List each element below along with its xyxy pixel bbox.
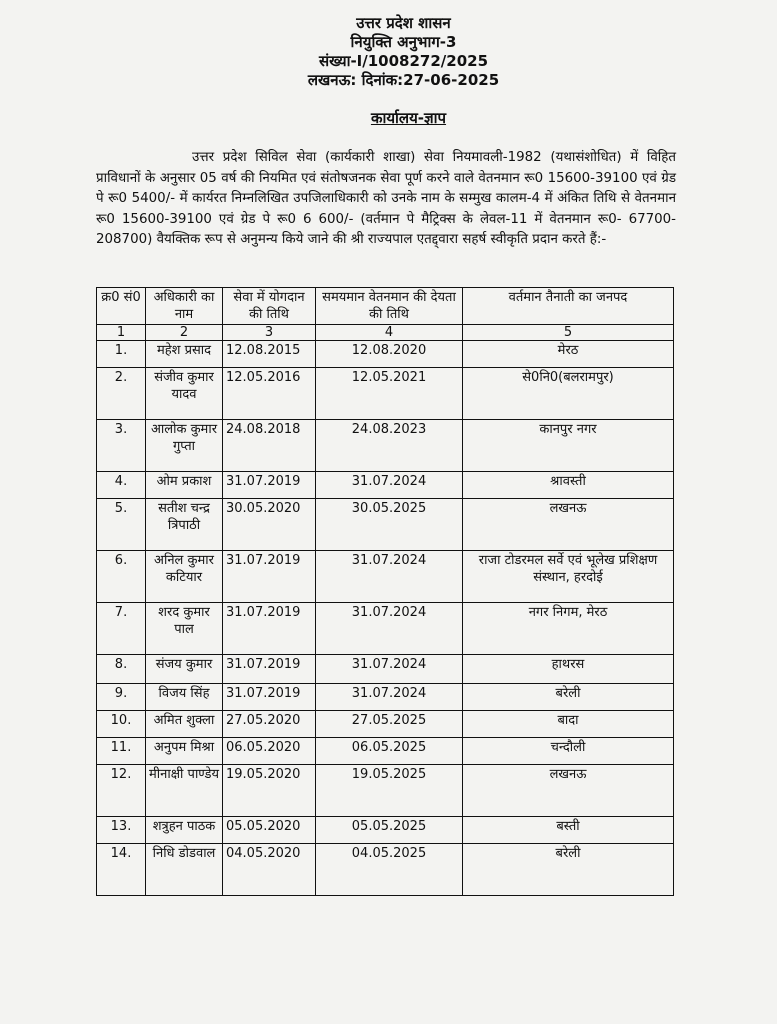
table-row	[97, 655, 674, 684]
due-date-cell: 12.05.2021	[316, 368, 463, 420]
district-cell: हाथरस	[463, 655, 674, 684]
serial-cell: 14.	[97, 844, 146, 896]
document-header	[0, 14, 777, 90]
joining-date-cell: 05.05.2020	[223, 817, 316, 844]
memo-title-wrap	[0, 108, 777, 128]
table-header-row	[97, 288, 674, 325]
officer-name-cell: सतीश चन्द्र त्रिपाठी	[146, 499, 223, 551]
header-serial: क्र0 सं0	[97, 288, 146, 325]
due-date-cell: 06.05.2025	[316, 738, 463, 765]
joining-date-cell: 31.07.2019	[223, 655, 316, 684]
table-row	[97, 603, 674, 655]
column-number-row	[97, 325, 674, 341]
district-cell: श्रावस्ती	[463, 472, 674, 499]
serial-cell: 8.	[97, 655, 146, 684]
due-date-cell: 04.05.2025	[316, 844, 463, 896]
table-row	[97, 368, 674, 420]
due-date-cell: 31.07.2024	[316, 603, 463, 655]
officer-name-cell: आलोक कुमार गुप्ता	[146, 420, 223, 472]
officer-name-cell: संजय कुमार	[146, 655, 223, 684]
table-row	[97, 499, 674, 551]
joining-date-cell: 30.05.2020	[223, 499, 316, 551]
joining-date-cell: 24.08.2018	[223, 420, 316, 472]
serial-cell: 10.	[97, 711, 146, 738]
header-joining-date: सेवा में योगदान की तिथि	[223, 288, 316, 325]
government-name: उत्तर प्रदेश शासन	[356, 14, 451, 32]
district-cell: लखनऊ	[463, 499, 674, 551]
due-date-cell: 19.05.2025	[316, 765, 463, 817]
serial-cell: 1.	[97, 341, 146, 368]
joining-date-cell: 06.05.2020	[223, 738, 316, 765]
district-cell: कानपुर नगर	[463, 420, 674, 472]
memo-title: कार्यालय-ज्ञाप	[370, 109, 447, 127]
joining-date-cell: 12.08.2015	[223, 341, 316, 368]
officer-name-cell: मीनाक्षी पाण्डेय	[146, 765, 223, 817]
officer-name-cell: महेश प्रसाद	[146, 341, 223, 368]
officer-name-cell: विजय सिंह	[146, 684, 223, 711]
table-row	[97, 738, 674, 765]
column-number: 1	[97, 325, 146, 341]
column-number: 4	[316, 325, 463, 341]
serial-cell: 6.	[97, 551, 146, 603]
joining-date-cell: 27.05.2020	[223, 711, 316, 738]
district-cell: नगर निगम, मेरठ	[463, 603, 674, 655]
officer-name-cell: शत्रुहन पाठक	[146, 817, 223, 844]
due-date-cell: 31.07.2024	[316, 472, 463, 499]
serial-cell: 13.	[97, 817, 146, 844]
table-row	[97, 711, 674, 738]
officer-name-cell: निधि डोडवाल	[146, 844, 223, 896]
serial-cell: 2.	[97, 368, 146, 420]
serial-cell: 3.	[97, 420, 146, 472]
district-cell: मेरठ	[463, 341, 674, 368]
table-row	[97, 341, 674, 368]
district-cell: लखनऊ	[463, 765, 674, 817]
district-cell: बरेली	[463, 844, 674, 896]
joining-date-cell: 19.05.2020	[223, 765, 316, 817]
due-date-cell: 24.08.2023	[316, 420, 463, 472]
district-cell: से0नि0(बलरामपुर)	[463, 368, 674, 420]
due-date-cell: 31.07.2024	[316, 551, 463, 603]
serial-cell: 4.	[97, 472, 146, 499]
column-number: 2	[146, 325, 223, 341]
joining-date-cell: 12.05.2016	[223, 368, 316, 420]
header-officer-name: अधिकारी का नाम	[146, 288, 223, 325]
table-row	[97, 472, 674, 499]
officer-name-cell: अनुपम मिश्रा	[146, 738, 223, 765]
serial-cell: 5.	[97, 499, 146, 551]
order-paragraph	[96, 148, 676, 251]
table-row	[97, 765, 674, 817]
officers-table	[96, 287, 674, 896]
column-number: 3	[223, 325, 316, 341]
officer-name-cell: संजीव कुमार यादव	[146, 368, 223, 420]
district-cell: चन्दौली	[463, 738, 674, 765]
header-due-date: समयमान वेतनमान की देयता की तिथि	[316, 288, 463, 325]
serial-cell: 9.	[97, 684, 146, 711]
officer-name-cell: अमित शुक्ला	[146, 711, 223, 738]
table-row	[97, 551, 674, 603]
officer-name-cell: शरद कुमार पाल	[146, 603, 223, 655]
column-number: 5	[463, 325, 674, 341]
joining-date-cell: 31.07.2019	[223, 684, 316, 711]
serial-cell: 12.	[97, 765, 146, 817]
table-row	[97, 844, 674, 896]
district-cell: बरेली	[463, 684, 674, 711]
table-row	[97, 420, 674, 472]
officer-name-cell: अनिल कुमार कटियार	[146, 551, 223, 603]
place-and-date: लखनऊ: दिनांक:27-06-2025	[307, 71, 500, 89]
due-date-cell: 30.05.2025	[316, 499, 463, 551]
due-date-cell: 12.08.2020	[316, 341, 463, 368]
order-text: उत्तर प्रदेश सिविल सेवा (कार्यकारी शाखा) सेवा नियमावली-1982 (यथासंशोधित) में विहित प्राविधानों के अनुसार 05 वर्ष की नियमित एवं संतोषजनक सेवा पूर्ण करने वाले वेतनमान रू0 15600-39100 एवं ग्रेड पे रू0 5400/- में कार्यरत निम्नलिखित उपजिलाधिकारी को उनके नाम के सम्मुख कालम-4 में अंकित तिथि से वेतनमान रू0 15600-39100 एवं ग्रेड पे रू0 6 600/- (वर्तमान पे मैट्रिक्स के लेवल-11 में वेतनमान रू0- 67700-208700) वैयक्तिक रूप से अनुमन्य किये जाने की श्री राज्यपाल एतद्द्वारा सहर्ष स्वीकृति प्रदान करते हैं:-	[96, 150, 676, 247]
section-name: नियुक्ति अनुभाग-3	[350, 33, 457, 51]
due-date-cell: 27.05.2025	[316, 711, 463, 738]
serial-cell: 7.	[97, 603, 146, 655]
due-date-cell: 05.05.2025	[316, 817, 463, 844]
table-row	[97, 684, 674, 711]
header-posting-district: वर्तमान तैनाती का जनपद	[463, 288, 674, 325]
due-date-cell: 31.07.2024	[316, 684, 463, 711]
table-row	[97, 817, 674, 844]
joining-date-cell: 31.07.2019	[223, 472, 316, 499]
joining-date-cell: 04.05.2020	[223, 844, 316, 896]
district-cell: राजा टोडरमल सर्वे एवं भूलेख प्रशिक्षण संस्थान, हरदोई	[463, 551, 674, 603]
joining-date-cell: 31.07.2019	[223, 551, 316, 603]
district-cell: बादा	[463, 711, 674, 738]
officer-name-cell: ओम प्रकाश	[146, 472, 223, 499]
due-date-cell: 31.07.2024	[316, 655, 463, 684]
joining-date-cell: 31.07.2019	[223, 603, 316, 655]
district-cell: बस्ती	[463, 817, 674, 844]
reference-number: संख्या-I/1008272/2025	[318, 52, 489, 70]
serial-cell: 11.	[97, 738, 146, 765]
